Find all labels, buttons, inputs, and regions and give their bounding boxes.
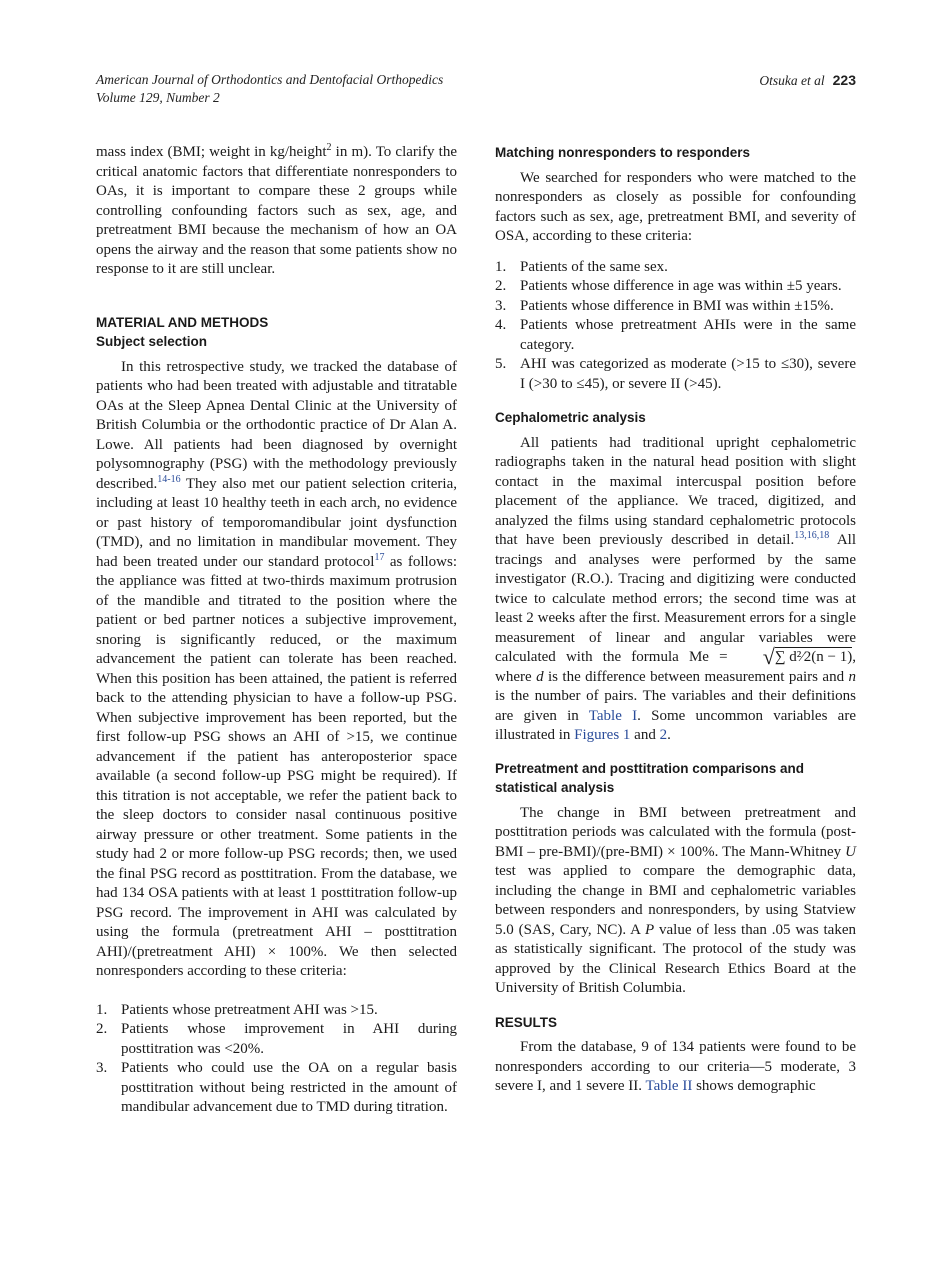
journal-volume: Volume 129, Number 2: [96, 90, 220, 105]
author-line: Otsuka et al: [759, 73, 825, 88]
list-item: 5. AHI was categorized as moderate (>15 to ≤30), severe I (>30 to ≤45), or severe II (>45).: [495, 356, 856, 392]
list-item: 2. Patients whose difference in age was within ±5 years.: [495, 278, 842, 294]
subheading-cephalometric: Cephalometric analysis: [495, 410, 646, 425]
running-header-page: [759, 71, 856, 90]
figure-2-link[interactable]: 2: [659, 727, 668, 743]
running-header-journal: [96, 71, 443, 107]
list-item: 1. Patients whose pretreatment AHI was >15.: [96, 1001, 378, 1018]
right-column: [495, 143, 856, 1097]
list-item: 2. Patients whose improvement in AHI during posttitration was <20%.: [96, 1021, 457, 1057]
subheading-subject-selection: Subject selection: [96, 334, 208, 349]
figure-1-link[interactable]: Figures 1: [574, 727, 631, 743]
list-item: 3. Patients who could use the OA on a regular basis posttitration without being restricted in the amount of mandibular advancement due to TMD during titration.: [96, 1060, 457, 1115]
page-number: 223: [832, 72, 856, 88]
left-column: [96, 143, 457, 1118]
list-item: 1. Patients of the same sex.: [495, 258, 668, 275]
intro-paragraph: mass index (BMI; weight in kg/height$^2$ in m). To clarify the critical anatomic factors that differentiate nonresponders to OAs, it is important to compare these 2 groups while controlling confounding factors such as sex, age, and pretreatment BMI because the mechanism of how an OA opens the airway and the reason that some patients show no response to it are still unclear.: [96, 142, 457, 277]
list-item: 4. Patients whose pretreatment AHIs were in the same category.: [495, 317, 856, 353]
table-1-link[interactable]: Table I: [588, 707, 638, 724]
results-paragraph: From the database, 9 of 134 patients were found to be nonresponders according to our criteria—5 moderate, 3 severe I, and 1 severe II. Table II shows demographic: [495, 1039, 856, 1094]
subject-selection-paragraph: In this retrospective study, we tracked the database of patients who had been treated with adjustable and titratable OAs at the Sleep Apnea Dental Clinic at the University of British Columbia or the orthodontic practice of Dr Alan A. Lowe. All patients had been diagnosed by overnight polysomnography (PSG) with the methodology previously described.$^{14-16}$ They also met our patient selection criteria, including at least 10 healthy teeth in each arch, no evidence or past history of temporomandibular joint dysfunction (TMD), and no limitation in mandibular movement. They had been treated under our standard protocol$^{17}$ as follows: the appliance was fitted at two-thirds maximum protrusion of the mandible and titrated to the position where the patient or bed partner notices a subjective improvement, snoring is significantly reduced, or the maximum advancement the patient can tolerate has been reached. When this position has been attained, the patient is referred back to the attending physician to have a follow-up PSG. When subjective improvement has been reported, but the first follow-up PSG shows an AHI of >15, we continue advancement if the patient has anteroposterior space available (a second follow-up PSG might be required). If this titration is not acceptable, we refer the patient back to the sleep doctors to consider nasal continuous positive airway pressure or other treatment. Some patients in the study had 2 or more follow-up PSG records; then, we used the final PSG record as posttitration. From the database, we had 134 OSA patients with at least 1 posttitration follow-up PSG record. The improvement in AHI was calculated by using the formula (pretreatment AHI – posttitration AHI)/(pretreatment AHI) × 100%. We then selected nonresponders according to these criteria:: [96, 358, 457, 979]
journal-title: American Journal of Orthodontics and Dentofacial Orthopedics: [96, 72, 444, 87]
matching-paragraph: We searched for responders who were matched to the nonresponders as closely as possible for confounding factors such as sex, age, pretreatment BMI, and severity of OSA, according to these criteria:: [495, 169, 856, 244]
subheading-statistics: Pretreatment and posttitration comparisons and statistical analysis: [495, 760, 805, 795]
section-heading-methods: MATERIAL AND METHODS: [96, 314, 269, 330]
cephalometric-paragraph: All patients had traditional upright cephalometric radiographs taken in the natural head position with slight contact in the maximal intercuspal position before placement of the appliance. We traced, digitized, and analyzed the films using standard cephalometric protocols that have been previously described in detail.$^{13,16,18}$ All tracings and analyses were performed by the same investigator (R.O.). Tracing and digitizing were conducted twice to calculate method errors; the second time was at least 2 weeks after the first. Measurement errors for a single measurement of linear and angular variables were calculated with the formula Me = √∑ d²⁄2(n − 1), where d is the difference between measurement pairs and n is the number of pairs. The variables and their definitions are given in Table I. Some uncommon variables are illustrated in Figures 1 and 2.: [495, 434, 856, 743]
error-formula: √∑ d²⁄2(n − 1): [762, 644, 853, 669]
citation-link[interactable]: 13,16,18: [794, 530, 830, 541]
citation-link[interactable]: 14-16: [157, 473, 181, 485]
subheading-matching: Matching nonresponders to responders: [495, 145, 751, 160]
table-2-link[interactable]: Table II: [645, 1078, 693, 1094]
nonresponder-criteria-list: [96, 1001, 457, 1118]
matching-criteria-list: [495, 258, 856, 395]
statistics-paragraph: The change in BMI between pretreatment and posttitration periods was calculated with the formula (post-BMI – pre-BMI)/(pre-BMI) × 100%. The Mann-Whitney U test was applied to compare the demographic data, including the change in BMI and cephalometric variables between responders and nonresponders, by using Statview 5.0 (SAS, Cary, NC). A P value of less than .05 was taken as statistically significant. The protocol of the study was approved by the Clinical Research Ethics Board at the University of British Columbia.: [495, 804, 856, 996]
list-item: 3. Patients whose difference in BMI was within ±15%.: [495, 297, 834, 314]
section-heading-results: RESULTS: [495, 1014, 558, 1030]
citation-link[interactable]: 17: [374, 551, 385, 563]
